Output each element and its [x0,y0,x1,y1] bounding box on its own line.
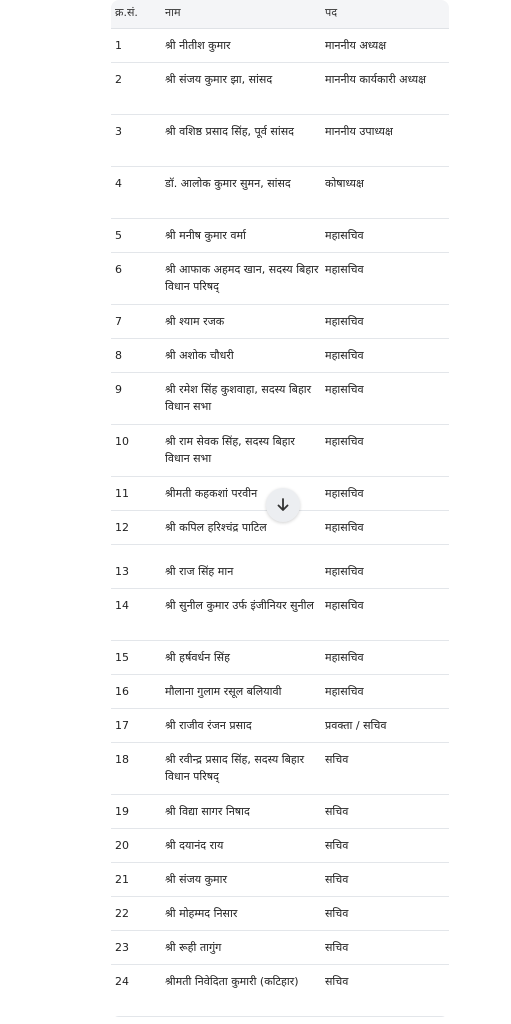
serial-cell: 4 [115,177,122,190]
table-row [111,641,449,675]
serial-cell: 2 [115,73,122,86]
serial-cell: 14 [115,599,129,612]
post-cell: महासचिव [325,229,364,242]
table-row [111,709,449,743]
name-cell: श्री श्याम रजक [165,315,225,328]
post-cell: सचिव [325,975,349,988]
name-cell: श्री सुनील कुमार उर्फ इंजीनियर सुनील [165,599,314,612]
post-cell: महासचिव [325,487,364,500]
table-row [111,63,449,115]
serial-cell: 11 [115,487,129,500]
serial-cell: 9 [115,383,122,396]
post-cell: महासचिव [325,565,364,578]
post-cell: सचिव [325,873,349,886]
post-cell: महासचिव [325,521,364,534]
table-bottom-block [111,555,449,1017]
table-row [111,425,449,477]
post-cell: महासचिव [325,263,364,276]
serial-cell: 18 [115,753,129,766]
name-cell: श्री मनीष कुमार वर्मा [165,229,246,242]
table-row [111,339,449,373]
post-cell: महासचिव [325,599,364,612]
name-cell: श्री अशोक चौधरी [165,349,234,362]
post-cell: महासचिव [325,383,364,396]
table-row [111,897,449,931]
serial-cell: 17 [115,719,129,732]
name-cell: श्री हर्षवर्धन सिंह [165,651,230,664]
serial-cell: 12 [115,521,129,534]
post-cell: सचिव [325,805,349,818]
serial-cell: 3 [115,125,122,138]
post-cell: सचिव [325,941,349,954]
name-cell: मौलाना गुलाम रसूल बलियावी [165,685,282,698]
post-cell: महासचिव [325,685,364,698]
serial-cell: 5 [115,229,122,242]
name-cell: श्री रवीन्द्र प्रसाद सिंह, सदस्य बिहार विधान परिषद् [165,753,305,783]
name-cell: श्री राम सेवक सिंह, सदस्य बिहार विधान सभा [165,435,295,465]
name-cell: डॉ. आलोक कुमार सुमन, सांसद [165,177,291,190]
table-row [111,795,449,829]
table-body-bottom [111,555,449,1017]
post-cell: सचिव [325,753,349,766]
table-row [111,373,449,425]
name-cell: श्री संजय कुमार झा, सांसद [165,73,273,86]
table-row [111,555,449,589]
table-row [111,743,449,795]
table-row [111,219,449,253]
name-cell: श्री रूही तागुंग [165,941,222,954]
serial-cell: 24 [115,975,129,988]
table-header-row [111,0,449,29]
post-cell: माननीय अध्यक्ष [325,39,387,52]
table-row [111,675,449,709]
name-cell: श्री रमेश सिंह कुशवाहा, सदस्य बिहार विधान सभा [165,383,312,413]
table-top-block [111,0,449,545]
post-cell: महासचिव [325,315,364,328]
post-cell: सचिव [325,839,349,852]
serial-cell: 23 [115,941,129,954]
name-cell: श्री आफाक अहमद खान, सदस्य बिहार विधान परिषद् [165,263,319,293]
serial-cell: 19 [115,805,129,818]
table-row [111,589,449,641]
name-cell: श्रीमती निवेदिता कुमारी (कटिहार) [165,975,299,988]
serial-cell: 10 [115,435,129,448]
name-cell: श्री विद्या सागर निषाद [165,805,250,818]
serial-cell: 16 [115,685,129,698]
header-name: नाम [165,6,181,19]
serial-cell: 13 [115,565,129,578]
name-cell: श्री मोहम्मद निसार [165,907,238,920]
name-cell: श्री राजीव रंजन प्रसाद [165,719,252,732]
post-cell: महासचिव [325,435,364,448]
serial-cell: 1 [115,39,122,52]
name-cell: श्रीमती कहकशां परवीन [165,487,258,500]
name-cell: श्री नीतीश कुमार [165,39,231,52]
name-cell: श्री राज सिंह मान [165,565,234,578]
table-row [111,965,449,1017]
post-cell: प्रवक्ता / सचिव [325,719,387,732]
name-cell: श्री दयानंद राय [165,839,224,852]
table-row [111,167,449,219]
header-serial: क्र.सं. [115,6,138,19]
post-cell: सचिव [325,907,349,920]
serial-cell: 7 [115,315,122,328]
post-cell: माननीय उपाध्यक्ष [325,125,393,138]
arrow-down-icon [275,497,291,513]
table-body-top [111,29,449,545]
serial-cell: 8 [115,349,122,362]
post-cell: कोषाध्यक्ष [325,177,364,190]
serial-cell: 15 [115,651,129,664]
name-cell: श्री वशिष्ठ प्रसाद सिंह, पूर्व सांसद [165,125,294,138]
serial-cell: 20 [115,839,129,852]
table-row [111,253,449,305]
post-cell: महासचिव [325,651,364,664]
scroll-down-button[interactable] [266,488,300,522]
serial-cell: 6 [115,263,122,276]
table-row [111,863,449,897]
table-row [111,29,449,63]
header-post: पद [325,6,338,19]
post-cell: महासचिव [325,349,364,362]
table-row [111,305,449,339]
section-gap [111,545,449,555]
post-cell: माननीय कार्यकारी अध्यक्ष [325,73,426,86]
serial-cell: 21 [115,873,129,886]
serial-cell: 22 [115,907,129,920]
table-row [111,829,449,863]
table-row [111,931,449,965]
name-cell: श्री कपिल हरिश्चंद्र पाटिल [165,521,267,534]
name-cell: श्री संजय कुमार [165,873,227,886]
table-row [111,115,449,167]
